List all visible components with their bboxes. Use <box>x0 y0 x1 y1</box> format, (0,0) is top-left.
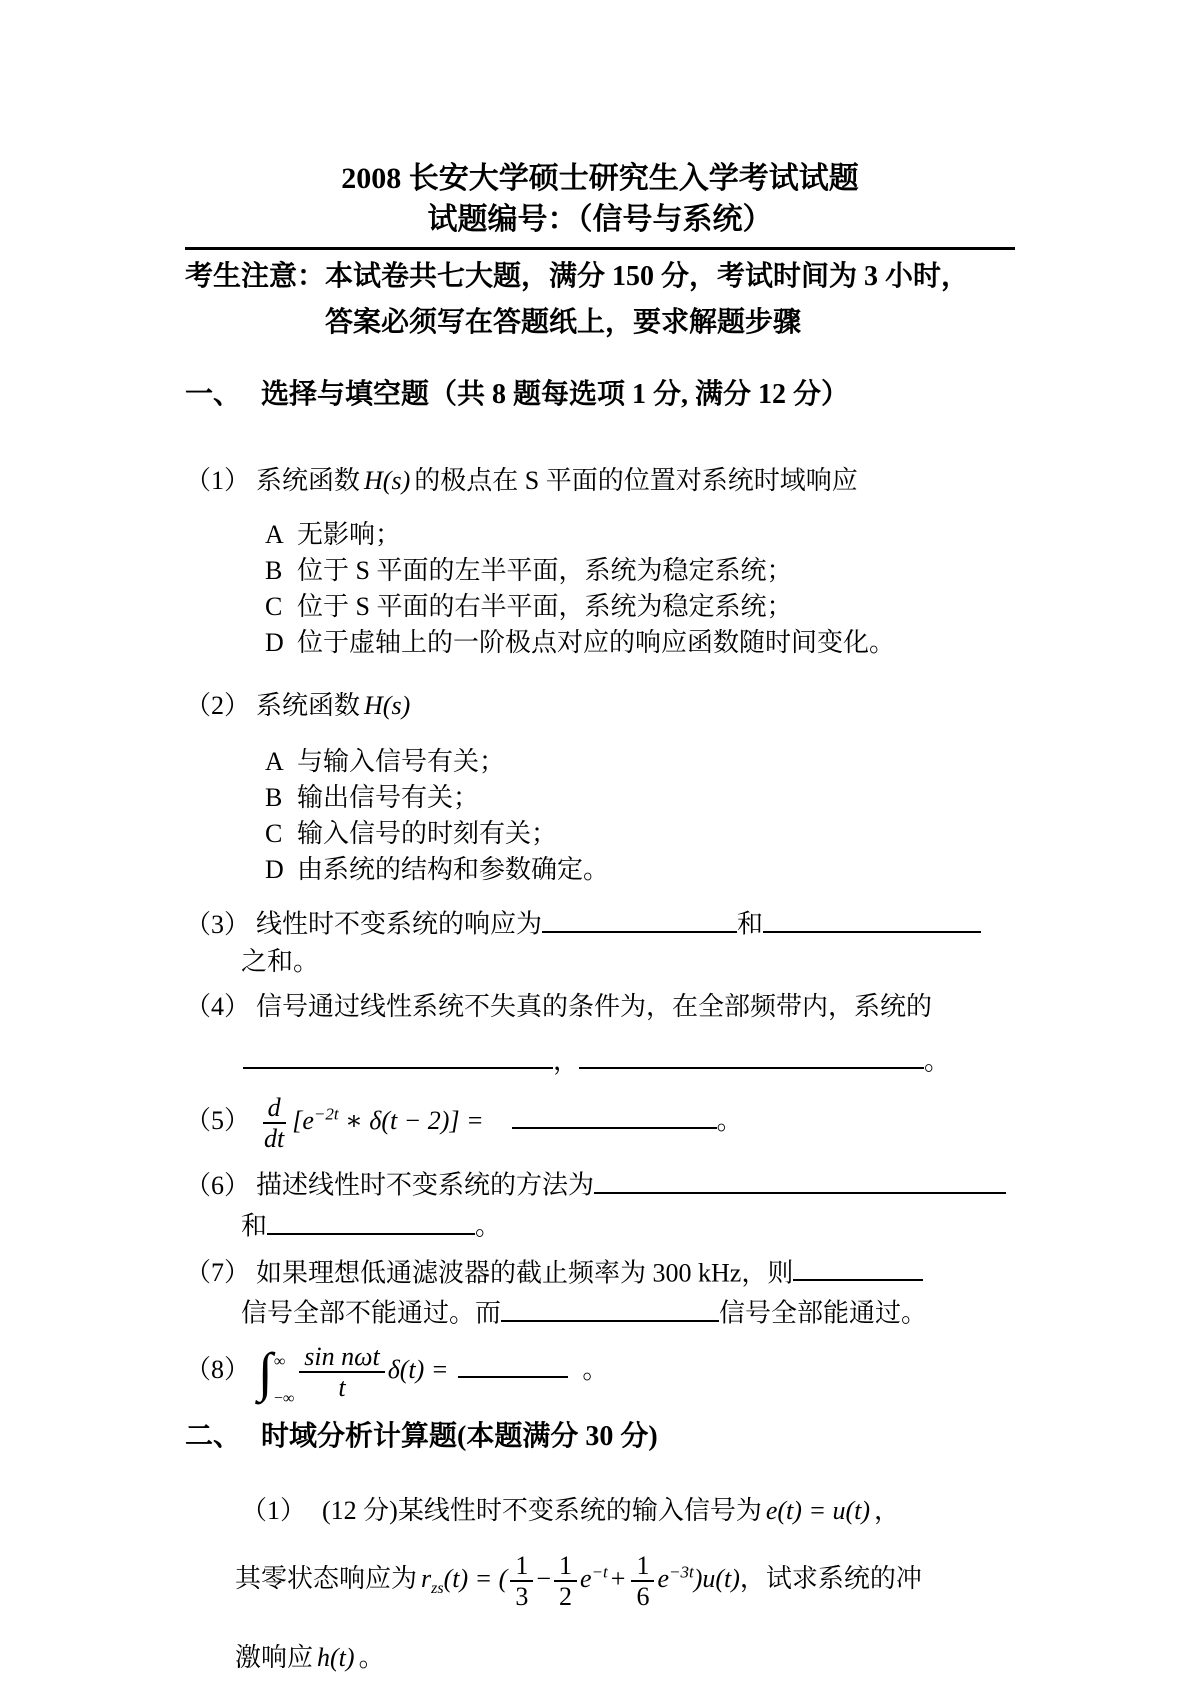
fill-blank <box>243 1039 553 1070</box>
question-text: 其零状态响应为 <box>235 1564 418 1594</box>
fill-blank <box>501 1291 719 1322</box>
math-open: [e <box>292 1106 314 1136</box>
question-7-text-3: 信号全部能通过。 <box>719 1298 928 1328</box>
math-e: e <box>657 1564 669 1594</box>
math-fraction-sin <box>299 1342 384 1402</box>
math-delta: δ(t) = <box>387 1354 449 1384</box>
question-8-label: （8） <box>185 1354 251 1384</box>
integral-lower-limit: −∞ <box>273 1389 295 1407</box>
math-exponent: −3t <box>668 1562 694 1582</box>
fraction-numerator: 1 <box>510 1551 533 1582</box>
option-text: 无影响； <box>297 520 402 549</box>
question-5 <box>185 1093 1015 1153</box>
period: 。 <box>716 1106 743 1136</box>
option-row-b <box>265 780 1015 816</box>
fraction-numerator: 1 <box>631 1551 654 1582</box>
question-4-label: （4） <box>185 991 251 1021</box>
question-1-label: （1） <box>185 466 251 495</box>
option-letter: B <box>265 783 283 812</box>
math-h-of-t: h(t) <box>317 1643 355 1673</box>
math-exponent: −t <box>591 1562 608 1582</box>
section-2-question-1-cont <box>235 1639 1015 1676</box>
math-subscript: zs <box>431 1580 444 1598</box>
question-1-post: 的极点在 S 平面的位置对系统时域响应 <box>414 466 858 495</box>
question-text: 激响应 <box>235 1643 314 1673</box>
section-1-number: 一、 <box>185 379 242 410</box>
question-3-mid: 和 <box>737 909 764 939</box>
exam-title: 2008 长安大学硕士研究生入学考试试题 <box>341 162 859 195</box>
section-1-heading <box>185 376 1015 414</box>
fill-blank <box>793 1251 923 1282</box>
math-minus: − <box>536 1564 552 1594</box>
notice-line-1 <box>185 254 1015 300</box>
math-fraction-1-3 <box>510 1551 533 1611</box>
math-close: )u(t) <box>693 1564 740 1594</box>
math-exponent: −2t <box>313 1104 339 1124</box>
math-fraction-d-dt <box>259 1093 289 1153</box>
option-row-d <box>265 852 1015 888</box>
fraction-denominator: 2 <box>559 1582 573 1612</box>
integral-symbol <box>258 1341 295 1407</box>
option-text: 位于 S 平面的左半平面，系统为稳定系统； <box>297 556 793 585</box>
option-text: 输出信号有关； <box>297 783 480 812</box>
math-fraction-1-2 <box>554 1551 577 1611</box>
integral-limits <box>273 1343 295 1407</box>
question-1-pre: 系统函数 <box>256 466 361 495</box>
option-letter: A <box>265 747 284 776</box>
fill-blank <box>763 902 981 933</box>
question-6-cont <box>241 1204 1015 1245</box>
fraction-denominator: 6 <box>636 1582 650 1612</box>
notice-label: 考生注意： <box>185 261 326 292</box>
question-3-cont: 之和。 <box>241 946 320 976</box>
question-3-text: 线性时不变系统的响应为 <box>256 909 543 939</box>
math-exp-term-2 <box>657 1564 739 1593</box>
question-label: （1） <box>241 1496 307 1525</box>
option-letter: A <box>265 520 284 549</box>
integral-sign: ∫ <box>258 1341 273 1402</box>
option-row-b <box>265 553 1015 589</box>
fill-blank <box>267 1204 475 1235</box>
question-2-label: （2） <box>185 691 251 720</box>
option-row-c <box>265 589 1015 625</box>
option-text: 由系统的结构和参数确定。 <box>297 855 610 884</box>
math-plus: + <box>610 1564 626 1594</box>
question-text: 某线性时不变系统的输入信号为 <box>397 1496 762 1525</box>
fill-blank <box>594 1163 1006 1194</box>
page-content <box>185 158 1015 1676</box>
question-7-label: （7） <box>185 1258 251 1288</box>
comma: ， <box>739 1564 766 1594</box>
comma: ， <box>874 1496 901 1525</box>
question-7-cont <box>241 1291 1015 1332</box>
fill-blank <box>512 1099 717 1130</box>
math-r: r <box>421 1564 432 1594</box>
section-2-number: 二、 <box>185 1421 242 1452</box>
question-6 <box>185 1163 1015 1204</box>
math-H-of-s: H(s) <box>364 466 411 495</box>
option-row-d <box>265 625 1015 661</box>
header-divider <box>185 247 1015 250</box>
option-text: 输入信号的时刻有关； <box>297 819 558 848</box>
math-e-u: e(t) = u(t) <box>765 1496 871 1525</box>
period: 。 <box>924 1046 951 1076</box>
question-6-text: 描述线性时不变系统的方法为 <box>256 1171 595 1200</box>
period: 。 <box>475 1211 502 1241</box>
math-e: e <box>580 1564 592 1594</box>
question-7-text: 如果理想低通滤波器的截止频率为 300 kHz，则 <box>256 1258 794 1288</box>
integral-upper-limit: ∞ <box>273 1352 286 1370</box>
option-text: 位于虚轴上的一阶极点对应的响应函数随时间变化。 <box>297 628 896 657</box>
option-letter: D <box>265 628 284 657</box>
question-3 <box>185 902 1015 943</box>
fill-blank <box>458 1347 568 1378</box>
question-2 <box>185 687 1015 724</box>
question-1-options <box>265 517 1015 661</box>
option-letter: C <box>265 819 283 848</box>
question-7 <box>185 1251 1015 1292</box>
exam-subtitle: 试题编号：（信号与系统） <box>427 203 773 236</box>
section-2-question-1-formula <box>235 1551 1015 1611</box>
section-2-title: 时域分析计算题(本题满分 30 分) <box>261 1421 658 1452</box>
math-exp-term-1 <box>580 1564 608 1593</box>
period: 。 <box>358 1643 385 1673</box>
math-rest: ∗ δ(t − 2)] = <box>338 1106 484 1136</box>
option-text: 与输入信号有关； <box>297 747 506 776</box>
fill-blank <box>579 1039 924 1070</box>
question-4-text: 信号通过线性系统不失真的条件为，在全部频带内，系统的 <box>256 991 933 1021</box>
fraction-numerator: 1 <box>554 1551 577 1582</box>
question-8 <box>185 1341 1015 1407</box>
question-2-options <box>265 744 1015 888</box>
notice-line-2: 答案必须写在答题纸上，要求解题步骤 <box>325 307 802 338</box>
question-7-text-2: 信号全部不能通过。而 <box>241 1298 502 1328</box>
math-fraction-1-6 <box>631 1551 654 1611</box>
points-note: (12 分) <box>322 1496 398 1525</box>
fraction-denominator: dt <box>264 1124 285 1154</box>
fraction-numerator: d <box>263 1093 286 1124</box>
notice-text-1: 本试卷共七大题，满分 150 分，考试时间为 3 小时， <box>325 261 970 292</box>
option-letter: B <box>265 556 283 585</box>
math-r-zs <box>421 1564 508 1598</box>
question-6-label: （6） <box>185 1171 251 1200</box>
question-1 <box>185 462 1015 499</box>
question-text-2: 试求系统的冲 <box>765 1564 922 1594</box>
question-3-label: （3） <box>185 909 251 939</box>
option-letter: D <box>265 855 284 884</box>
section-2-question-1 <box>241 1492 1015 1529</box>
fraction-denominator: 3 <box>515 1582 529 1612</box>
question-4-blanks <box>243 1039 1015 1080</box>
option-row-a <box>265 744 1015 780</box>
option-letter: C <box>265 592 283 621</box>
option-row-a <box>265 517 1015 553</box>
fill-blank <box>542 902 737 933</box>
question-6-and: 和 <box>241 1211 268 1241</box>
fraction-denominator: t <box>338 1372 346 1402</box>
math-expression <box>292 1106 483 1135</box>
section-2-heading <box>185 1418 1015 1456</box>
math-H-of-s: H(s) <box>364 691 411 720</box>
question-4 <box>185 988 1015 1025</box>
math-eq: (t) = ( <box>443 1564 508 1594</box>
question-2-pre: 系统函数 <box>256 691 361 720</box>
section-1-title: 选择与填空题（共 8 题每选项 1 分, 满分 12 分） <box>261 379 850 410</box>
option-row-c <box>265 816 1015 852</box>
fraction-numerator: sin nωt <box>299 1342 384 1373</box>
option-text: 位于 S 平面的右半平面，系统为稳定系统； <box>297 592 793 621</box>
question-5-label: （5） <box>185 1106 251 1136</box>
comma: ， <box>553 1046 580 1076</box>
period: 。 <box>582 1354 609 1384</box>
